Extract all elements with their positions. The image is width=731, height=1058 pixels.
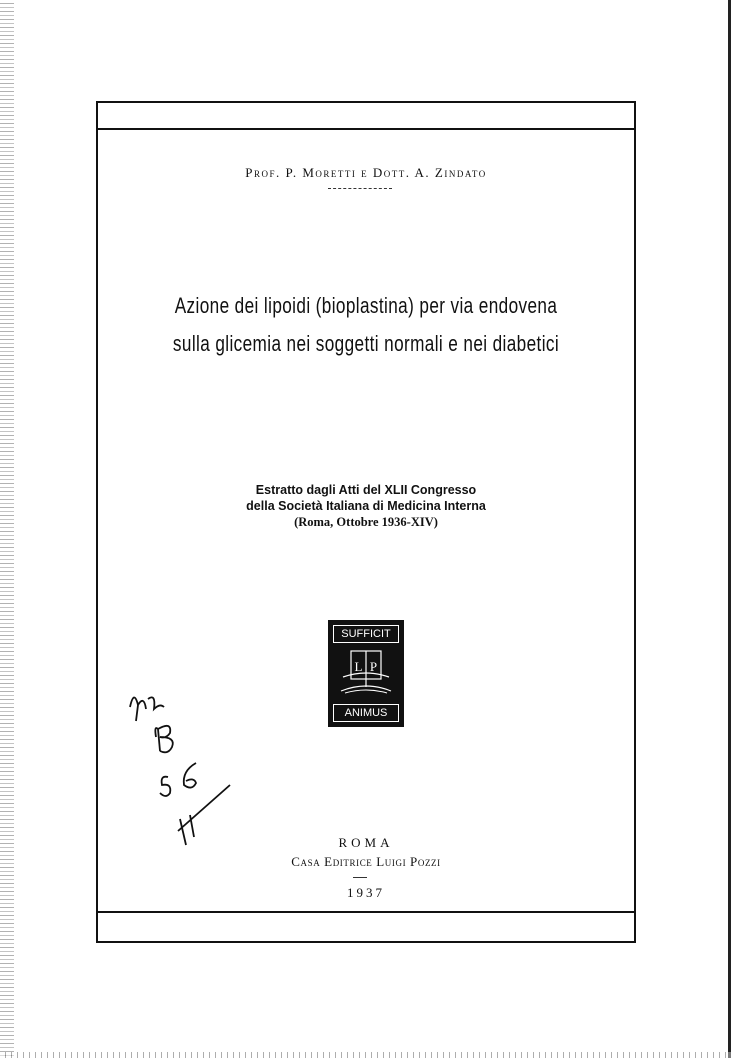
svg-text:L: L <box>354 659 363 674</box>
extract-line-2: della Società Italiana di Medicina Interna <box>246 499 486 513</box>
svg-text:P: P <box>369 659 378 674</box>
scan-left-edge <box>0 0 14 1058</box>
year-divider <box>353 877 367 878</box>
emblem-bottom-text: ANIMUS <box>333 704 399 722</box>
authors-divider <box>328 188 392 190</box>
document-title <box>157 287 575 363</box>
top-rule-inner <box>98 128 634 130</box>
publication-year: 1937 <box>347 885 385 900</box>
emblem-top-text: SUFFICIT <box>333 625 399 643</box>
bottom-rule-inner <box>98 911 634 913</box>
extract-note <box>98 482 634 530</box>
bottom-rule <box>98 941 634 943</box>
extract-line-1: Estratto dagli Atti del XLII Congresso <box>255 483 477 497</box>
publisher-name: Casa Editrice Luigi Pozzi <box>291 854 441 869</box>
title-line-2: sulla glicemia nei soggetti normali e nei diabetici <box>172 331 560 356</box>
open-book-icon <box>337 647 395 699</box>
top-rule <box>98 101 634 103</box>
city: ROMA <box>338 835 394 850</box>
publisher-emblem <box>328 620 404 727</box>
extract-line-3: (Roma, Ottobre 1936-XIV) <box>294 515 438 529</box>
authors-line: Prof. P. Moretti e Dott. A. Zindato <box>245 165 487 180</box>
scan-bottom-edge <box>0 1052 731 1058</box>
title-line-1: Azione dei lipoidi (bioplastina) per via endovena <box>174 293 558 318</box>
handwritten-shelfmark <box>120 685 240 855</box>
